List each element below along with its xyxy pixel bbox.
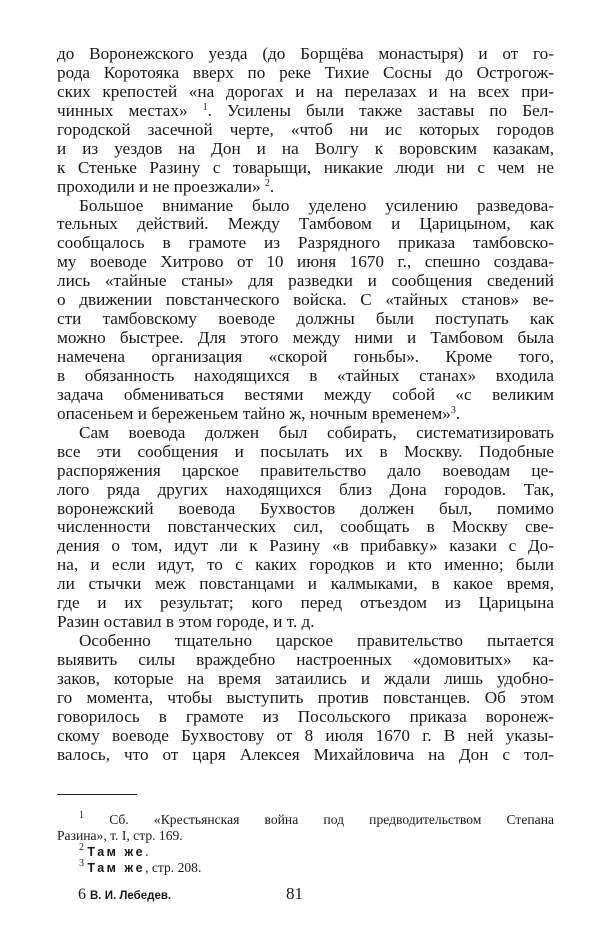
page-number: 81 <box>286 884 303 903</box>
text-line <box>57 272 554 291</box>
footnote-divider <box>57 794 137 795</box>
text-line <box>57 348 554 367</box>
line-text: сти тамбовскому воеводе должны были поступать как <box>57 309 554 329</box>
line-text: сообщалось в грамоте из Разрядного приказа тамбовско- <box>57 233 554 253</box>
text-line <box>57 386 554 405</box>
line-text: Сам воевода должен был собирать, систематизировать <box>79 422 554 442</box>
text-line <box>57 689 554 708</box>
line-text: . <box>269 176 275 196</box>
text-line <box>57 64 554 83</box>
footnote-reference: 1 <box>202 101 208 113</box>
body-text <box>57 45 554 765</box>
signature-number: 6 <box>78 886 86 903</box>
text-line <box>57 651 554 670</box>
text-line <box>57 310 554 329</box>
text-line <box>57 253 554 272</box>
line-text: го момента, чтобы выступить против повстанцев. Об этом <box>57 687 554 707</box>
line-text: о движении повстанческого войска. С «тайных станов» ве- <box>57 290 554 310</box>
line-text: Большое внимание было уделено усилению разведова- <box>79 195 554 215</box>
line-text: рода Коротояка вверх по реке Тихие Сосны до Острогож- <box>57 62 554 82</box>
footnote-text: . <box>145 844 149 859</box>
footnote-2 <box>57 844 554 860</box>
text-line <box>57 613 554 632</box>
text-line <box>57 234 554 253</box>
footnote-3 <box>57 860 554 876</box>
footnote-text: Разина», т. I, стр. 169. <box>57 828 183 843</box>
line-text: заков, которые на время затаились и ждали лишь удобно- <box>57 668 554 688</box>
signature-author: В. И. Лебедев. <box>90 890 172 902</box>
footnote-text: Сб. «Крестьянская война под предводительством Степана <box>109 812 555 827</box>
footnote-mark: 3 <box>79 858 84 869</box>
text-line <box>57 159 554 178</box>
line-text: ли стычки меж повстанцами и калмыками, в какое время, <box>57 574 554 594</box>
line-text: задача обмениваться вестями между собой «с великим <box>57 384 554 404</box>
text-line <box>57 500 554 519</box>
footnote-mark: 2 <box>79 842 84 853</box>
text-line <box>57 556 554 575</box>
line-text: где и их результат; кого перед отъездом из Царицына <box>57 593 554 613</box>
text-line <box>57 594 554 613</box>
line-text: намечена организация «скорой гоньбы». Кроме того, <box>57 347 554 366</box>
footnote-1-cont <box>57 828 554 844</box>
text-line <box>57 291 554 310</box>
footnote-text: , стр. 208. <box>145 860 202 875</box>
text-line <box>57 708 554 727</box>
text-line <box>57 443 554 462</box>
line-text: и из уездов на Дон и на Волгу к воровским казакам, <box>57 138 554 158</box>
footnote-reference: 2 <box>264 177 270 189</box>
text-line <box>57 670 554 689</box>
footnote-mark: 1 <box>79 810 84 821</box>
text-line <box>57 405 554 424</box>
text-line <box>57 575 554 594</box>
text-line <box>57 197 554 216</box>
text-line <box>57 462 554 481</box>
line-text: к Стеньке Разину с товарыщи, никакие люди ни с чем не <box>57 157 554 177</box>
text-line <box>57 424 554 443</box>
line-text: скому воеводе Бухвостову от 8 июля 1670 г. В ней указы- <box>57 725 554 745</box>
line-text: городской засечной черте, «чтоб ни ис которых городов <box>57 119 554 139</box>
text-line <box>57 481 554 500</box>
text-line <box>57 329 554 348</box>
printer-signature <box>78 886 171 904</box>
line-text: распоряжения царское правительство дало воеводам це- <box>57 460 554 480</box>
text-line <box>57 178 554 197</box>
line-text: дения о том, идут ли к Разину «в прибавку» казаки с До- <box>57 536 554 556</box>
text-line <box>57 83 554 102</box>
line-text: можно быстрее. Для этого между ними и Тамбовом была <box>57 328 554 348</box>
text-line <box>57 518 554 537</box>
text-line <box>57 367 554 386</box>
text-line <box>57 102 554 121</box>
line-text: до Воронежского уезда (до Борщёва монастыря) и от го- <box>57 44 554 63</box>
line-text: говорилось в грамоте из Посольского приказа воронеж- <box>57 706 554 726</box>
text-line <box>57 140 554 159</box>
footnote-1 <box>57 812 554 828</box>
text-line <box>57 215 554 234</box>
line-text: лого ряда других находящихся близ Дона городов. Так, <box>57 479 554 499</box>
line-text: валось, что от царя Алексея Михайловича на Дон с тол- <box>57 744 554 764</box>
line-text: лись «тайные станы» для разведки и сообщения сведений <box>57 271 554 291</box>
line-text: выявить силы враждебно настроенных «домовитых» ка- <box>57 650 554 669</box>
line-text: Разин оставил в этом городе, и т. д. <box>57 612 315 632</box>
footnote-text: Там же <box>87 845 146 859</box>
line-text: му воеводе Хитрово от 10 июня 1670 г., спешно создава- <box>57 252 554 272</box>
line-text: . <box>455 403 461 423</box>
text-line <box>57 537 554 556</box>
text-line <box>57 746 554 765</box>
footnote-reference: 3 <box>450 404 456 416</box>
line-text: Особенно тщательно царское правительство пытается <box>79 631 554 651</box>
footnote-text: Там же <box>87 861 146 875</box>
line-text: ских крепостей «на дорогах и на перелазах и на всех при- <box>57 81 554 101</box>
line-text: чинных местах» <box>57 100 203 120</box>
line-text: в обязанность находящихся в «тайных станах» входила <box>57 365 554 385</box>
text-line <box>57 121 554 140</box>
text-line <box>57 45 554 64</box>
line-text: все эти сообщения и посылать их в Москву. Подобные <box>57 441 554 461</box>
line-text: проходили и не проезжали» <box>57 176 265 196</box>
line-text: тельных действий. Между Тамбовом и Царицыном, как <box>57 214 554 234</box>
line-text: воронежский воевода Бухвостов должен был, помимо <box>57 498 554 518</box>
line-text: численности повстанческих сил, сообщать в Москву све- <box>57 517 554 537</box>
text-line <box>57 727 554 746</box>
line-text: . Усилены были также заставы по Бел- <box>207 100 554 120</box>
line-text: на, и если идут, то с каких городков и кто именно; были <box>57 555 554 575</box>
footnotes <box>57 812 554 876</box>
line-text: опасеньем и береженьем тайно ж, ночным временем» <box>57 403 451 423</box>
page-footer <box>78 884 478 906</box>
text-line <box>57 632 554 651</box>
